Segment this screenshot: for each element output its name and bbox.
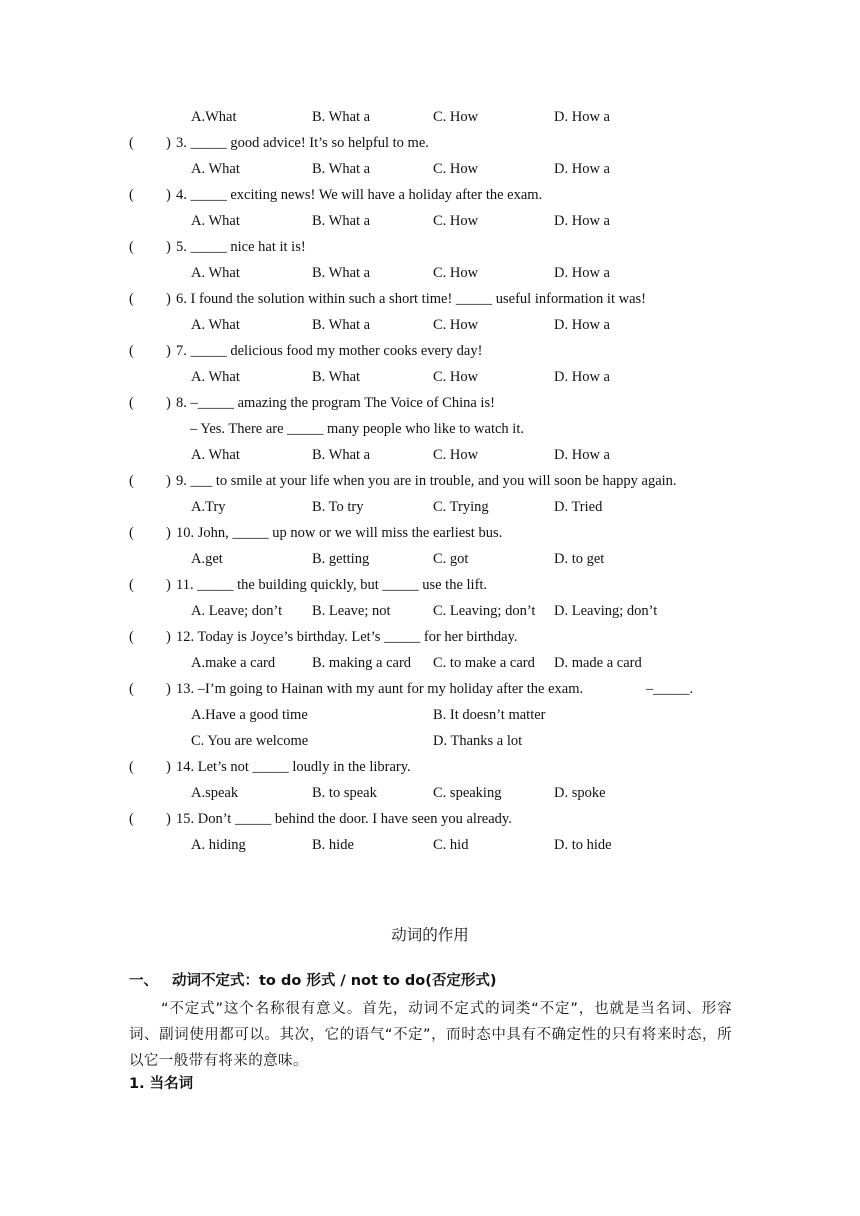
question-15-options [0, 834, 860, 856]
question-2-options [0, 106, 860, 128]
option-d: D. How a [554, 213, 610, 229]
option-a: A. Leave; don’t [191, 603, 283, 619]
answer-paren-close: ) [166, 629, 171, 645]
option-a: A.make a card [191, 655, 276, 671]
option-c: C. How [433, 317, 479, 333]
answer-paren-close: ) [166, 395, 171, 411]
question-text: 9. ___ to smile at your life when you are in trouble, and you will soon be happy again. [176, 473, 677, 489]
option-b: B. What a [312, 109, 371, 125]
answer-paren-open: ( [129, 395, 134, 411]
answer-paren-open: ( [129, 473, 134, 489]
question-15-stem [0, 808, 860, 830]
option-b: B. It doesn’t matter [433, 707, 546, 723]
answer-paren-close: ) [166, 291, 171, 307]
option-d: D. made a card [554, 655, 642, 671]
part-number: 一、 [129, 973, 158, 989]
answer-paren-close: ) [166, 473, 171, 489]
option-c: C. How [433, 109, 479, 125]
question-14-stem [0, 756, 860, 778]
option-b: B. making a card [312, 655, 412, 671]
option-a: A. What [191, 369, 240, 385]
question-text: 15. Don’t _____ behind the door. I have seen you already. [176, 811, 512, 827]
question-text: 6. I found the solution within such a short time! _____ useful information it was! [176, 291, 646, 307]
question-3-options [0, 158, 860, 180]
answer-paren-open: ( [129, 759, 134, 775]
option-b: B. hide [312, 837, 354, 853]
question-4-options [0, 210, 860, 232]
option-c: C. How [433, 265, 479, 281]
question-text: 11. _____ the building quickly, but _____ use the lift. [176, 577, 488, 593]
question-6-options [0, 314, 860, 336]
question-reply-blank: –_____. [646, 681, 694, 697]
answer-paren-open: ( [129, 681, 134, 697]
option-c: C. How [433, 213, 479, 229]
answer-paren-open: ( [129, 239, 134, 255]
question-12-options [0, 652, 860, 674]
question-text: 10. John, _____ up now or we will miss the earliest bus. [176, 525, 503, 541]
question-5-options [0, 262, 860, 284]
answer-paren-open: ( [129, 577, 134, 593]
question-9-stem [0, 470, 860, 492]
answer-paren-open: ( [129, 811, 134, 827]
option-a: A.What [191, 109, 237, 125]
answer-paren-open: ( [129, 135, 134, 151]
question-13-options-row-1 [0, 704, 860, 726]
question-8-stem [0, 392, 860, 414]
part-title-text: 动词不定式：to do 形式 / not to do(否定形式) [172, 973, 497, 989]
answer-paren-close: ) [166, 187, 171, 203]
question-10-stem [0, 522, 860, 544]
option-a: A.Have a good time [191, 707, 308, 723]
option-a: A.Try [191, 499, 226, 515]
option-a: A.speak [191, 785, 239, 801]
option-a: A. What [191, 317, 240, 333]
option-c: C. Trying [433, 499, 489, 515]
option-d: D. Tried [554, 499, 603, 515]
option-c: C. hid [433, 837, 469, 853]
question-7-options [0, 366, 860, 388]
option-a: A. What [191, 213, 240, 229]
option-d: D. to get [554, 551, 605, 567]
answer-paren-open: ( [129, 343, 134, 359]
question-text: 5. _____ nice hat it is! [176, 239, 306, 255]
question-text: 12. Today is Joyce’s birthday. Let’s _____ for her birthday. [176, 629, 518, 645]
question-text: 7. _____ delicious food my mother cooks every day! [176, 343, 483, 359]
option-c: C. How [433, 161, 479, 177]
question-4-stem [0, 184, 860, 206]
option-d: D. How a [554, 317, 610, 333]
option-d: D. How a [554, 369, 610, 385]
option-d: D. How a [554, 109, 610, 125]
answer-paren-close: ) [166, 681, 171, 697]
question-8-options [0, 444, 860, 466]
option-b: B. What a [312, 161, 371, 177]
question-8-stem-line2 [0, 418, 860, 440]
intro-paragraph: “不定式”这个名称很有意义。首先，动词不定式的词类“不定”，也就是当名词、形容词、副词使用都可以。其次，它的语气“不定”，而时态中具有不确定性的只有将来时态，所以它一般带有将来的意味。 [129, 1001, 732, 1069]
option-a: A. What [191, 447, 240, 463]
question-text: 13. –I’m going to Hainan with my aunt for my holiday after the exam. [176, 681, 584, 697]
option-b: B. What [312, 369, 361, 385]
option-c: C. You are welcome [191, 733, 309, 749]
option-c: C. got [433, 551, 469, 567]
option-b: B. getting [312, 551, 370, 567]
question-14-options [0, 782, 860, 804]
answer-paren-open: ( [129, 525, 134, 541]
option-c: C. How [433, 447, 479, 463]
question-text-line2: – Yes. There are _____ many people who like to watch it. [190, 421, 524, 437]
option-b: B. to speak [312, 785, 377, 801]
answer-paren-open: ( [129, 187, 134, 203]
option-c: C. to make a card [433, 655, 535, 671]
question-11-options [0, 600, 860, 622]
option-d: D. to hide [554, 837, 612, 853]
question-5-stem [0, 236, 860, 258]
option-a: A. hiding [191, 837, 246, 853]
subsection-title: 1. 当名词 [129, 1076, 194, 1092]
option-d: D. spoke [554, 785, 606, 801]
question-12-stem [0, 626, 860, 648]
question-13-stem [0, 678, 860, 700]
question-7-stem [0, 340, 860, 362]
question-11-stem [0, 574, 860, 596]
answer-paren-close: ) [166, 239, 171, 255]
question-text: 8. –_____ amazing the program The Voice of China is! [176, 395, 495, 411]
option-c: C. How [433, 369, 479, 385]
answer-paren-open: ( [129, 291, 134, 307]
question-3-stem [0, 132, 860, 154]
option-c: C. speaking [433, 785, 502, 801]
question-text: 4. _____ exciting news! We will have a holiday after the exam. [176, 187, 543, 203]
question-text: 14. Let’s not _____ loudly in the library. [176, 759, 411, 775]
option-b: B. What a [312, 213, 371, 229]
answer-paren-close: ) [166, 577, 171, 593]
answer-paren-open: ( [129, 629, 134, 645]
question-10-options [0, 548, 860, 570]
option-d: D. How a [554, 161, 610, 177]
option-b: B. To try [312, 499, 364, 515]
question-9-options [0, 496, 860, 518]
question-6-stem [0, 288, 860, 310]
option-d: D. Thanks a lot [433, 733, 523, 749]
answer-paren-close: ) [166, 525, 171, 541]
question-text: 3. _____ good advice! It’s so helpful to me. [176, 135, 429, 151]
section-heading: 动词的作用 [391, 926, 469, 944]
option-b: B. Leave; not [312, 603, 391, 619]
option-d: D. Leaving; don’t [554, 603, 658, 619]
answer-paren-close: ) [166, 135, 171, 151]
option-a: A.get [191, 551, 223, 567]
option-d: D. How a [554, 447, 610, 463]
option-d: D. How a [554, 265, 610, 281]
option-c: C. Leaving; don’t [433, 603, 536, 619]
option-b: B. What a [312, 447, 371, 463]
option-b: B. What a [312, 317, 371, 333]
option-a: A. What [191, 265, 240, 281]
question-13-options-row-2 [0, 730, 860, 752]
answer-paren-close: ) [166, 811, 171, 827]
answer-paren-close: ) [166, 343, 171, 359]
option-b: B. What a [312, 265, 371, 281]
answer-paren-close: ) [166, 759, 171, 775]
option-a: A. What [191, 161, 240, 177]
